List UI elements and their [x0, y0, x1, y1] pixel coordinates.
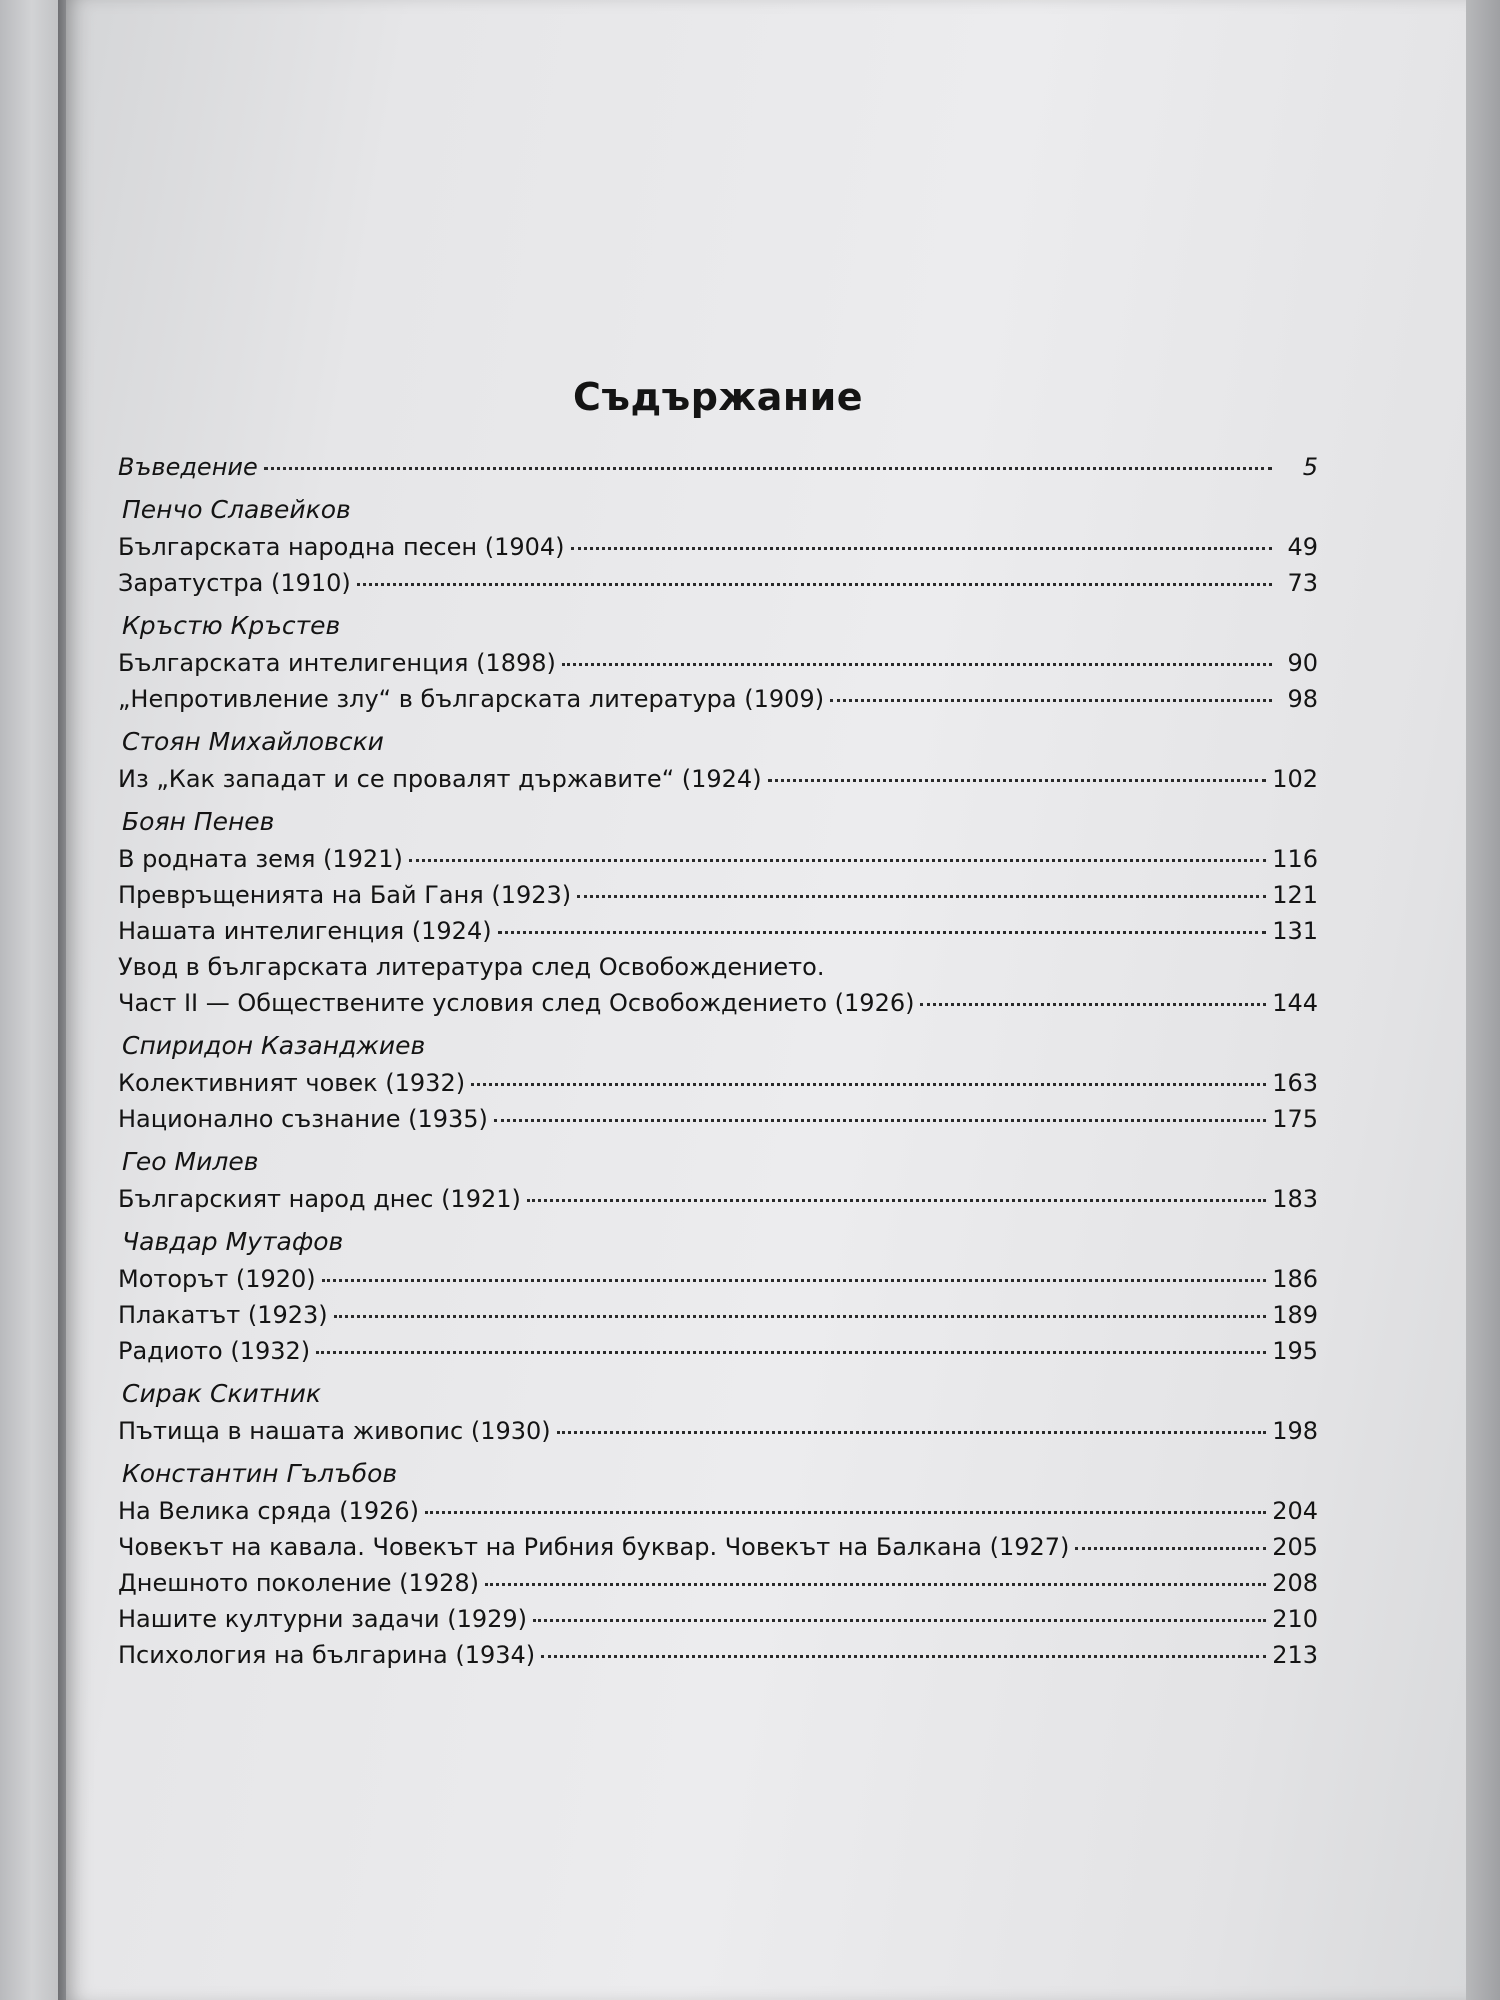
- entry-page: 183: [1272, 1185, 1318, 1213]
- entry-title: Психология на българина (1934): [118, 1641, 536, 1669]
- dot-leader: [357, 583, 1272, 586]
- entry-title: Българската народна песен (1904): [118, 533, 565, 561]
- entry-page: 144: [1272, 989, 1318, 1017]
- entry-page: 210: [1272, 1605, 1318, 1633]
- toc-entry[interactable]: [118, 1065, 1318, 1101]
- entry-title: Из „Как западат и се провалят държавите“ (1924): [118, 765, 762, 793]
- entry-page: 5: [1302, 453, 1318, 481]
- dot-leader: [557, 1431, 1267, 1434]
- author-name: Спиридон Казанджиев: [122, 1031, 426, 1060]
- entry-page: 73: [1287, 569, 1318, 597]
- toc-entry[interactable]: [118, 1637, 1318, 1673]
- entry-page: 102: [1272, 765, 1318, 793]
- author-name: Гео Милев: [122, 1147, 259, 1176]
- dot-leader: [571, 547, 1272, 550]
- dot-leader: [409, 859, 1266, 862]
- entry-page: 49: [1287, 533, 1318, 561]
- entry-title: Радиото (1932): [118, 1337, 311, 1365]
- page-stack-edge: [1466, 0, 1500, 2000]
- entry-title: Колективният човек (1932): [118, 1069, 466, 1097]
- toc-entry-first-line[interactable]: Увод в българската литература след Освобождението.: [118, 953, 825, 981]
- dot-leader: [577, 895, 1266, 898]
- entry-page: 163: [1272, 1069, 1318, 1097]
- toc-entry[interactable]: [118, 1601, 1318, 1637]
- dot-leader: [485, 1583, 1266, 1586]
- author-name: Константин Гълъбов: [122, 1459, 398, 1488]
- toc-entry[interactable]: [118, 1261, 1318, 1297]
- toc-entry[interactable]: [118, 985, 1318, 1021]
- entry-title: Днешното поколение (1928): [118, 1569, 479, 1597]
- toc-entry[interactable]: [118, 1333, 1318, 1369]
- entry-title: В родната земя (1921): [118, 845, 403, 873]
- dot-leader: [830, 699, 1272, 702]
- toc-section: [118, 803, 1318, 1021]
- toc-entry[interactable]: [118, 565, 1318, 601]
- toc-heading: Съдържание: [573, 375, 863, 419]
- entry-page: 90: [1287, 649, 1318, 677]
- entry-page: 198: [1272, 1417, 1318, 1445]
- entry-page: 189: [1272, 1301, 1318, 1329]
- toc-entry[interactable]: [118, 1565, 1318, 1601]
- toc-section: [118, 491, 1318, 601]
- entry-page: 205: [1272, 1533, 1318, 1561]
- toc-section: [118, 723, 1318, 797]
- toc-entry-intro[interactable]: [118, 449, 1318, 485]
- toc-intro-section: [118, 449, 1318, 485]
- entry-page: 121: [1272, 881, 1318, 909]
- entry-title: На Велика сряда (1926): [118, 1497, 419, 1525]
- author-name: Чавдар Мутафов: [122, 1227, 344, 1256]
- dot-leader: [920, 1003, 1266, 1006]
- toc-entry[interactable]: [118, 841, 1318, 877]
- entry-title: Част II — Обществените условия след Освобождението (1926): [118, 989, 915, 1017]
- toc-section: [118, 1455, 1318, 1673]
- entry-title: Българската интелигенция (1898): [118, 649, 556, 677]
- entry-title: Превръщенията на Бай Ганя (1923): [118, 881, 572, 909]
- entry-page: 213: [1272, 1641, 1318, 1669]
- toc-entry[interactable]: [118, 1413, 1318, 1449]
- entry-title: Заратустра (1910): [118, 569, 351, 597]
- author-name: Пенчо Славейков: [122, 495, 351, 524]
- entry-title: Плакатът (1923): [118, 1301, 328, 1329]
- table-of-contents: [118, 375, 1318, 1679]
- author-name: Боян Пенев: [122, 807, 275, 836]
- entry-page: 204: [1272, 1497, 1318, 1525]
- toc-section: [118, 607, 1318, 717]
- toc-entry[interactable]: [118, 913, 1318, 949]
- toc-section: [118, 1223, 1318, 1369]
- dot-leader: [322, 1279, 1267, 1282]
- entry-page: 175: [1272, 1105, 1318, 1133]
- dot-leader: [562, 663, 1272, 666]
- entry-title: Моторът (1920): [118, 1265, 316, 1293]
- dot-leader: [264, 467, 1272, 470]
- entry-title: Въведение: [118, 453, 258, 481]
- dot-leader: [498, 931, 1267, 934]
- toc-entry[interactable]: [118, 681, 1318, 717]
- author-name: Кръстю Кръстев: [122, 611, 341, 640]
- toc-section: [118, 1143, 1318, 1217]
- toc-entry[interactable]: [118, 1297, 1318, 1333]
- facing-page-edge: [0, 0, 58, 2000]
- toc-entry[interactable]: [118, 529, 1318, 565]
- author-name: Стоян Михайловски: [122, 727, 384, 756]
- toc-entry[interactable]: [118, 1101, 1318, 1137]
- toc-section: [118, 1027, 1318, 1137]
- toc-entry[interactable]: [118, 1181, 1318, 1217]
- toc-section: [118, 1375, 1318, 1449]
- dot-leader: [425, 1511, 1266, 1514]
- toc-entry[interactable]: [118, 877, 1318, 913]
- dot-leader: [1075, 1547, 1266, 1550]
- toc-entry[interactable]: [118, 1493, 1318, 1529]
- dot-leader: [527, 1199, 1266, 1202]
- entry-page: 208: [1272, 1569, 1318, 1597]
- dot-leader: [533, 1619, 1266, 1622]
- entry-title: „Непротивление злу“ в българската литература (1909): [118, 685, 825, 713]
- entry-title: Пътища в нашата живопис (1930): [118, 1417, 551, 1445]
- dot-leader: [494, 1119, 1266, 1122]
- toc-entry[interactable]: [118, 761, 1318, 797]
- dot-leader: [316, 1351, 1266, 1354]
- entry-page: 186: [1272, 1265, 1318, 1293]
- toc-entry[interactable]: [118, 1529, 1318, 1565]
- entry-page: 195: [1272, 1337, 1318, 1365]
- dot-leader: [541, 1655, 1266, 1658]
- entry-title: Човекът на кавала. Човекът на Рибния буквар. Човекът на Балкана (1927): [118, 1533, 1070, 1561]
- entry-title: Национално съзнание (1935): [118, 1105, 488, 1133]
- toc-entry[interactable]: [118, 645, 1318, 681]
- entry-title: Нашата интелигенция (1924): [118, 917, 492, 945]
- author-name: Сирак Скитник: [122, 1379, 321, 1408]
- dot-leader: [334, 1315, 1267, 1318]
- entry-page: 116: [1272, 845, 1318, 873]
- entry-title: Българският народ днес (1921): [118, 1185, 521, 1213]
- dot-leader: [471, 1083, 1266, 1086]
- entry-page: 98: [1287, 685, 1318, 713]
- dot-leader: [768, 779, 1267, 782]
- entry-page: 131: [1272, 917, 1318, 945]
- entry-title: Нашите културни задачи (1929): [118, 1605, 528, 1633]
